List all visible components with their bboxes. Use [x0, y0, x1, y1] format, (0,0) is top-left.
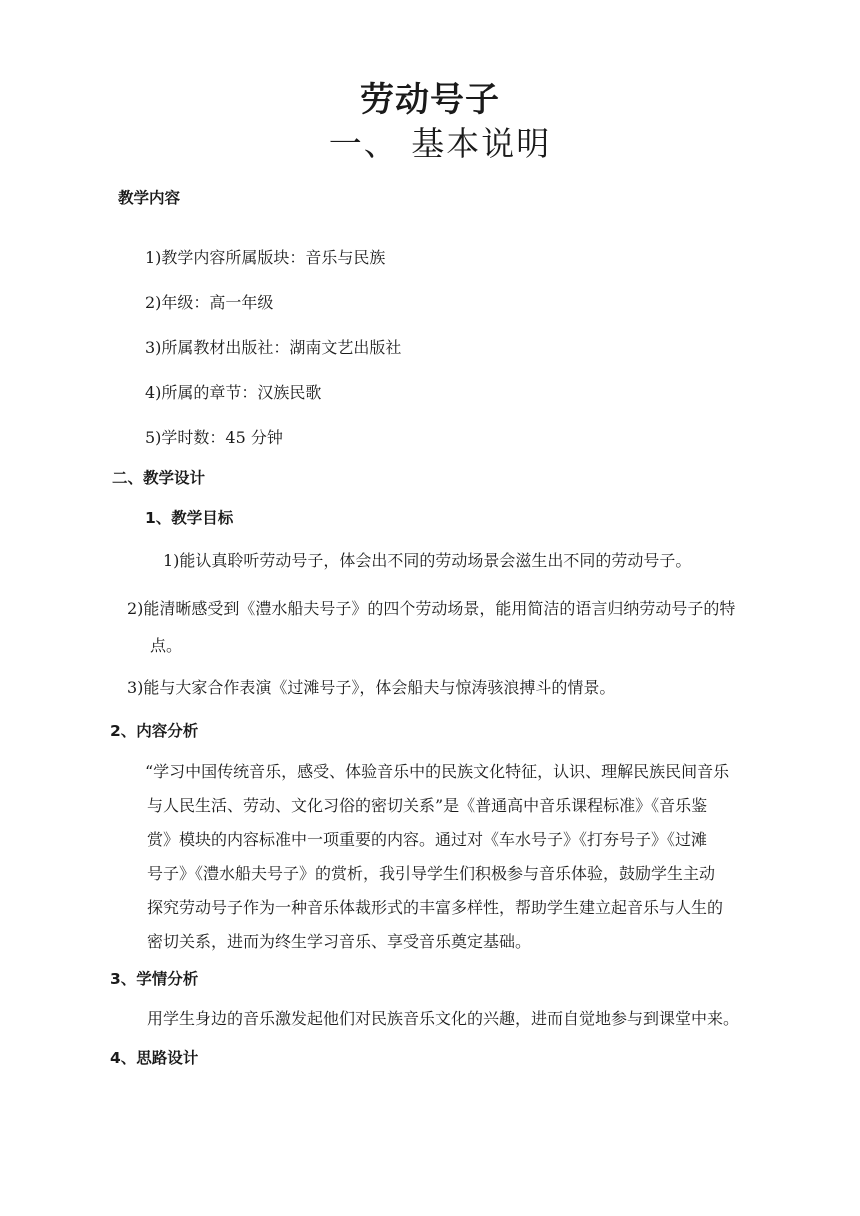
analysis-line: 密切关系，进而为终生学习音乐、享受音乐奠定基础。 [147, 932, 532, 951]
heading-content-analysis: 2、内容分析 [110, 722, 199, 740]
learner-analysis-text: 用学生身边的音乐激发起他们对民族音乐文化的兴趣，进而自觉地参与到课堂中来。 [147, 1009, 740, 1028]
content-item: 4)所属的章节：汉族民歌 [145, 383, 322, 402]
goal-item: 2)能清晰感受到《澧水船夫号子》的四个劳动场景，能用简洁的语言归纳劳动号子的特 [127, 599, 736, 618]
goal-item: 3)能与大家合作表演《过滩号子》，体会船夫与惊涛骇浪搏斗的情景。 [127, 678, 616, 697]
content-item: 3)所属教材出版社：湖南文艺出版社 [145, 338, 402, 357]
section-title-basic: 一、 基本说明 [328, 124, 552, 163]
analysis-line: 探究劳动号子作为一种音乐体裁形式的丰富多样性，帮助学生建立起音乐与人生的 [147, 898, 724, 917]
document-title: 劳动号子 [360, 80, 500, 120]
heading-teaching-design: 二、教学设计 [112, 469, 206, 487]
content-item: 5)学时数：45 分钟 [145, 428, 283, 447]
analysis-line: 与人民生活、劳动、文化习俗的密切关系”是《普通高中音乐课程标准》《音乐鉴 [147, 796, 708, 815]
goal-item: 1)能认真聆听劳动号子，体会出不同的劳动场景会滋生出不同的劳动号子。 [163, 551, 692, 570]
heading-teaching-goals: 1、教学目标 [145, 509, 234, 527]
goal-item-continuation: 点。 [150, 636, 183, 655]
content-item: 2)年级：高一年级 [145, 293, 274, 312]
analysis-line: 号子》《澧水船夫号子》的赏析，我引导学生们积极参与音乐体验，鼓励学生主动 [147, 864, 716, 883]
heading-thinking-design: 4、思路设计 [110, 1049, 199, 1067]
heading-teaching-content: 教学内容 [118, 189, 181, 207]
heading-learner-analysis: 3、学情分析 [110, 970, 199, 988]
analysis-line: “学习中国传统音乐，感受、体验音乐中的民族文化特征，认识、理解民族民间音乐 [145, 762, 730, 781]
analysis-line: 赏》模块的内容标准中一项重要的内容。通过对《车水号子》《打夯号子》《过滩 [147, 830, 708, 849]
content-item: 1)教学内容所属版块：音乐与民族 [145, 248, 386, 267]
